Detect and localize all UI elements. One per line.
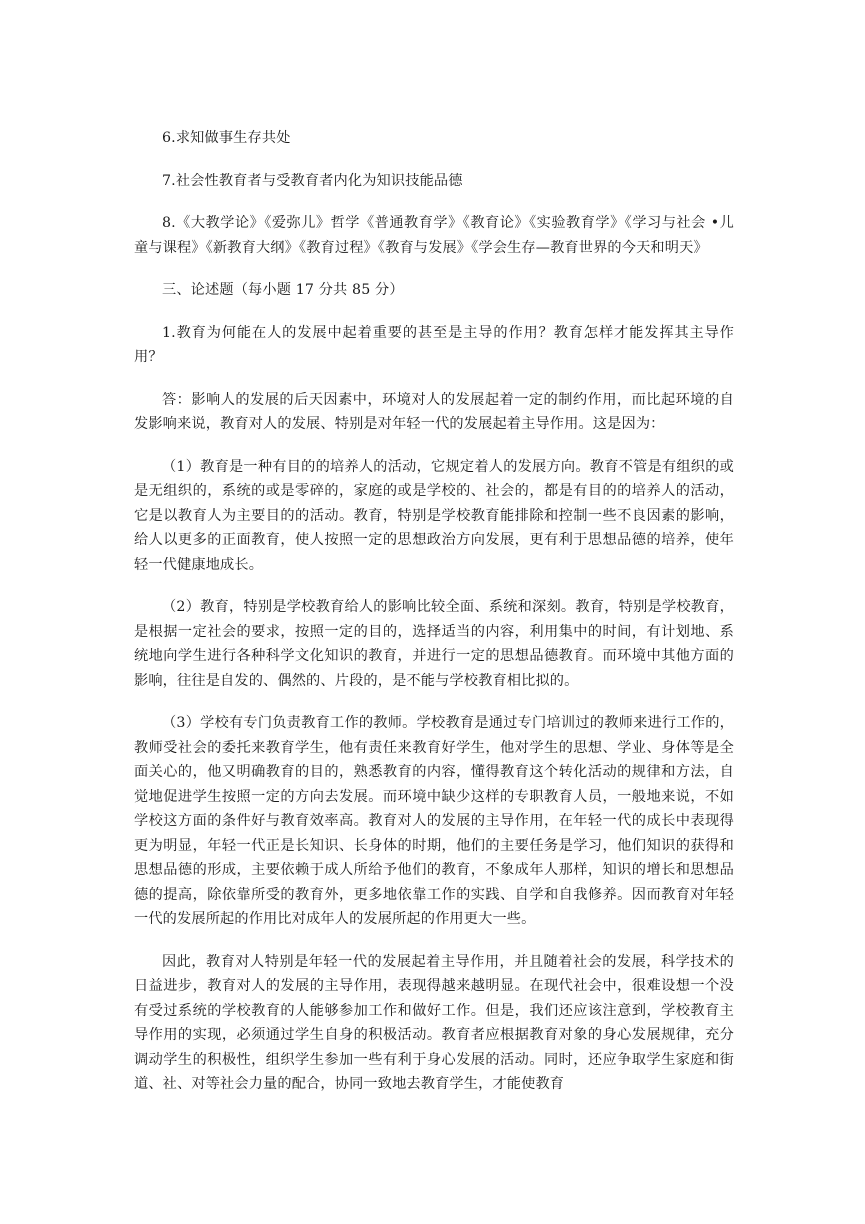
document-body bbox=[134, 126, 734, 1114]
question-1: 1.教育为何能在人的发展中起着重要的甚至是主导的作用？教育怎样才能发挥其主导作用？ bbox=[134, 324, 734, 365]
answer-point-2: （2）教育，特别是学校教育给人的影响比较全面、系统和深刻。教育，特别是学校教育，是根据一定社会的要求，按照一定的目的，选择适当的内容，利用集中的时间，有计划地、系统地向学生进行各种科学文化知识的教育，并进行一定的思想品德教育。而环境中其他方面的影响，往往是自发的、偶然的、片段的，是不能与学校教育相比拟的。 bbox=[134, 599, 734, 689]
answer-intro: 答：影响人的发展的后天因素中，环境对人的发展起着一定的制约作用，而比起环境的自发影响来说，教育对人的发展、特别是对年轻一代的发展起着主导作用。这是因为： bbox=[134, 391, 734, 432]
answer-point-3: （3）学校有专门负责教育工作的教师。学校教育是通过专门培训过的教师来进行工作的，教师受社会的委托来教育学生，他有责任来教育好学生，他对学生的思想、学业、身体等是全面关心的，他又明确教育的目的，熟悉教育的内容，懂得教育这个转化活动的规律和方法，自觉地促进学生按照一定的方向去发展。而环境中缺少这样的专职教育人员，一般地来说，不如学校这方面的条件好与教育效率高。教育对人的发展的主导作用，在年轻一代的成长中表现得更为明显，年轻一代正是长知识、长身体的时期，他们的主要任务是学习，他们知识的获得和思想品德的形成，主要依赖于成人所给予他们的教育，不象成年人那样，知识的增长和思想品德的提高，除依靠所受的教育外，更多地依靠工作的实践、自学和自我修养。因而教育对年轻一代的发展所起的作用比对成年人的发展所起的作用更大一些。 bbox=[134, 715, 734, 927]
answer-item-6: 6.求知做事生存共处 bbox=[162, 130, 291, 146]
answer-item-8: 8.《大教学论》《爱弥儿》哲学《普通教育学》《教育论》《实验教育学》《学习与社会 •儿童与课程》《新教育大纲》《教育过程》《教育与发展》《学会生存—教育世界的今天和明天》 bbox=[134, 215, 734, 256]
answer-item-7: 7.社会性教育者与受教育者内化为知识技能品德 bbox=[162, 172, 463, 189]
answer-point-1: （1）教育是一种有目的的培养人的活动，它规定着人的发展方向。教育不管是有组织的或是无组织的，系统的或是零碎的，家庭的或是学校的、社会的，都是有目的的培养人的活动，它是以教育人为主要目的的活动。教育，特别是学校教育能排除和控制一些不良因素的影响，给人以更多的正面教育，使人按照一定的思想政治方向发展，更有利于思想品德的培养，使年轻一代健康地成长。 bbox=[134, 458, 734, 573]
answer-conclusion: 因此，教育对人特别是年轻一代的发展起着主导作用，并且随着社会的发展，科学技术的日益进步，教育对人的发展的主导作用，表现得越来越明显。在现代社会中，很难设想一个没有受过系统的学校教育的人能够参加工作和做好工作。但是，我们还应该注意到，学校教育主导作用的实现，必须通过学生自身的积极活动。教育者应根据教育对象的身心发展规律，充分调动学生的积极性，组织学生参加一些有利于身心发展的活动。同时，还应争取学生家庭和街道、社、对等社会力量的配合，协同一致地去教育学生，才能使教育 bbox=[134, 953, 734, 1092]
section-heading: 三、论述题（每小题 17 分共 85 分） bbox=[162, 282, 404, 298]
